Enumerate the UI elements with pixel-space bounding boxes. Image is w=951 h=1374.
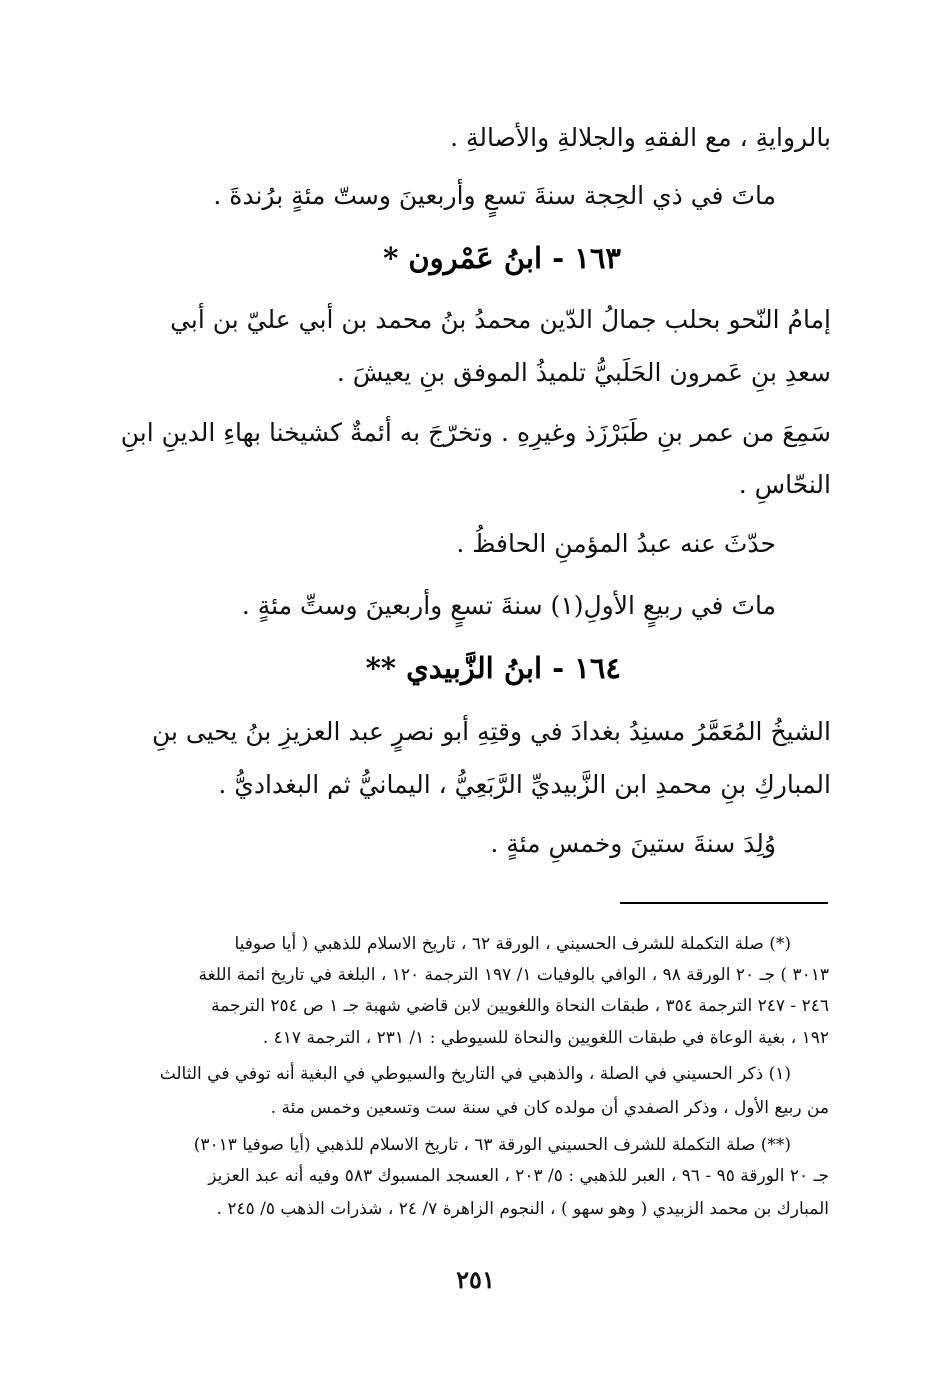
footnote-line: (**) صلة التكملة للشرف الحسيني الورقة ٦٣ ، تاريخ الاسلام للذهبي (أيا صوفيا ٣٠١٣) [193,1135,791,1155]
entry-heading: ١٦٣ - ابنُ عَمْرون * [383,241,621,275]
body-line: حدّثَ عنه عبدُ المؤمنِ الحافظُ . [456,529,776,558]
footnote-separator [620,902,828,904]
footnote-line: (١) ذكر الحسيني في الصلة ، والذهبي في التاريخ والسيوطي في البغية أنه توفي في الثالث [159,1064,791,1084]
footnote-line: من ربيع الأول ، وذكر الصفدي أن مولده كان في سنة ست وتسعين وخمس مئة . [270,1098,829,1118]
body-line: وُلِدَ سنةَ ستينَ وخمسِ مئةٍ . [490,829,776,858]
body-line: إمامُ النّحو بحلب جمالُ الدّين محمدُ بنُ محمد بن أبي عليّ بن أبي [170,305,831,334]
body-line: النحّاسِ . [738,470,831,499]
body-line: ماتَ في ربيعٍ الأولِ(١) سنةَ تسعٍ وأربعينَ وستِّ مئةٍ . [241,591,776,620]
entry-heading: ١٦٤ - ابنُ الزَّبيدي ** [365,651,621,685]
footnote-line: ٣٠١٣ ) جـ ٢٠ الورقة ٩٨ ، الوافي بالوفيات ١/ ١٩٧ الترجمة ١٢٠ ، البلغة في تاريخ ائمة اللغة [198,965,829,985]
footnote-line: (*) صلة التكملة للشرف الحسيني ، الورقة ٦٢ ، تاريخ الاسلام للذهبي ( أيا صوفيا [234,934,791,954]
body-line: بالروايةِ ، مع الفقهِ والجلالةِ والأصالةِ . [450,123,831,152]
body-line: سَمِعَ من عمر بنِ طَبَرْزَذ وغيرِهِ . وتخرّجَ به أئمةٌ كشيخنا بهاءِ الدينِ ابنِ [120,418,831,447]
body-line: الشيخُ المُعَمَّرُ مسنِدُ بغدادَ في وقتِهِ أبو نصرٍ عبد العزيزِ بنُ يحيى بنِ [151,717,831,746]
body-line: ماتَ في ذي الحِجة سنةَ تسعٍ وأربعينَ وستّ مئةٍ برُندةَ . [213,181,776,210]
page-number: ٢٥١ [456,1265,495,1294]
body-line: المباركِ بنِ محمدِ ابن الزَّبيديِّ الرَّبَعِيُّ ، اليمانيُّ ثم البغداديُّ . [218,770,831,799]
footnote-line: ١٩٢ ، بغية الوعاة في طبقات اللغويين والنحاة للسيوطي : ١/ ٢٣١ ، الترجمة ٤١٧ . [262,1028,829,1048]
footnote-line: جـ ٢٠ الورقة ٩٥ - ٩٦ ، العبر للذهبي : ٥/ ٢٠٣ ، العسجد المسبوك ٥٨٣ وفيه أنه عبد العزيز [208,1166,829,1186]
footnote-line: المبارك بن محمد الزبيدي ( وهو سهو ) ، النجوم الزاهرة ٧/ ٢٤ ، شذرات الذهب ٥/ ٢٤٥ . [216,1199,829,1219]
footnote-line: ٢٤٦ - ٢٤٧ الترجمة ٣٥٤ ، طبقات النحاة واللغويين لابن قاضي شهبة جـ ١ ص ٢٥٤ الترجمة [211,996,829,1016]
body-line: سعدِ بنِ عَمرون الحَلَبيُّ تلميذُ الموفق بنِ يعيشَ . [336,358,831,387]
